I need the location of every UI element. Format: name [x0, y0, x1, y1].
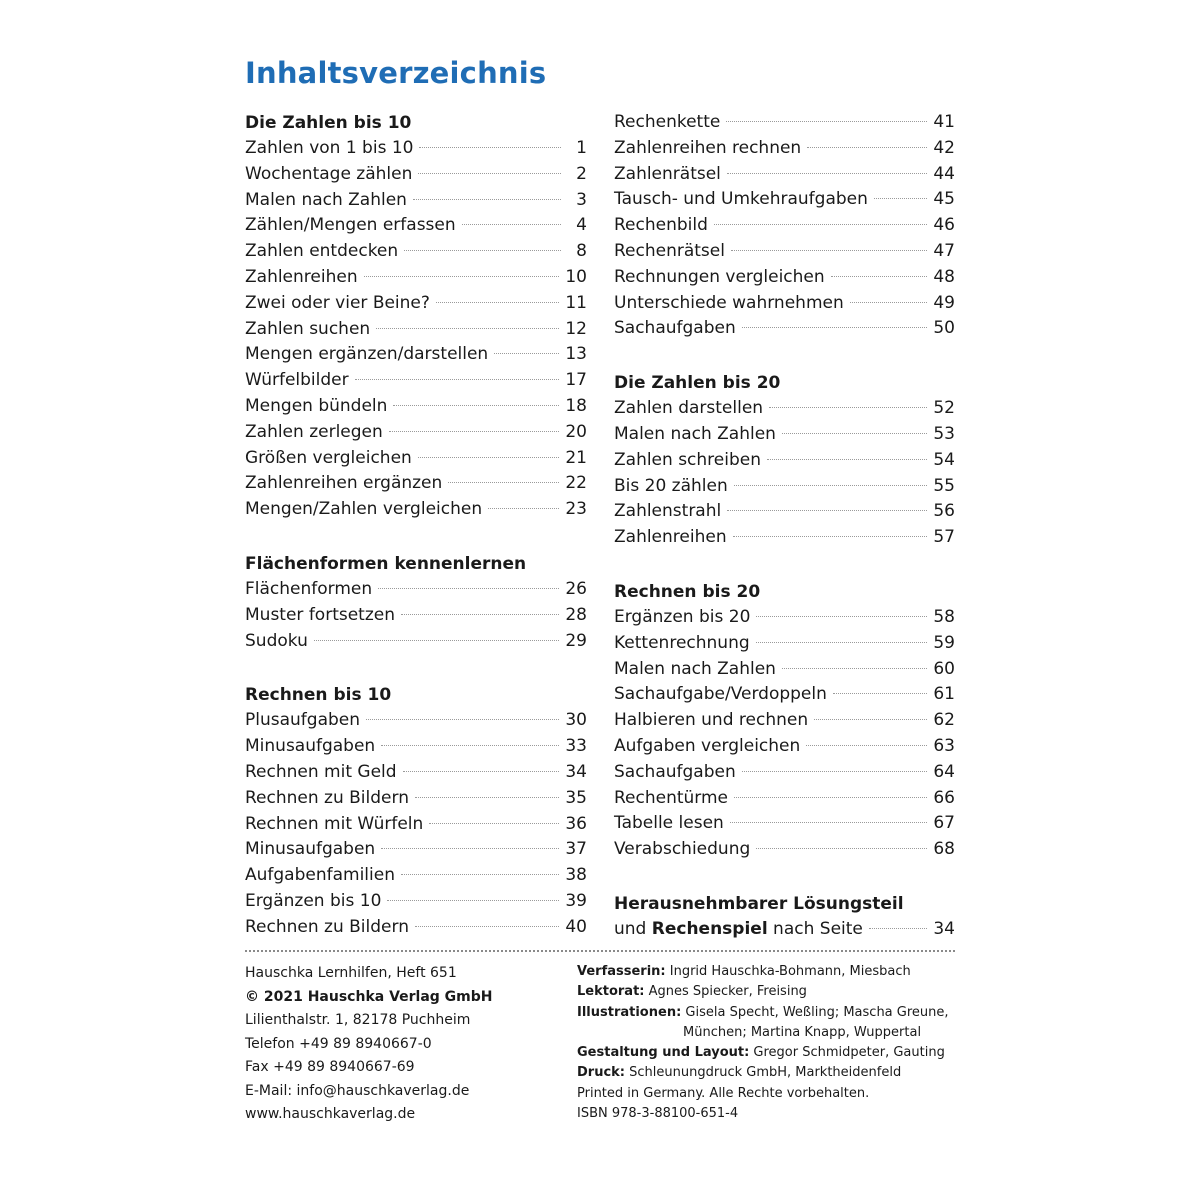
toc-entry: [245, 812, 587, 838]
toc-entry: [245, 708, 587, 734]
credit-line: [577, 1023, 957, 1043]
entry-title: Minusaufgaben: [245, 839, 376, 860]
entry-title: Rechnen mit Würfeln: [245, 813, 424, 834]
dot-leader: [734, 797, 927, 798]
toc-section: [245, 551, 587, 654]
page-number: 60: [933, 658, 955, 679]
toc-entry: [245, 629, 587, 655]
credit-line: [577, 1043, 957, 1063]
entry-title: Malen nach Zahlen: [614, 658, 776, 679]
toc-section: [245, 110, 587, 523]
dot-leader: [314, 640, 560, 641]
entry-title: Halbieren und rechnen: [614, 710, 809, 731]
credit-value: Printed in Germany. Alle Rechte vorbehalten.: [577, 1085, 870, 1101]
page-number: 62: [933, 710, 955, 731]
toc-entry: [245, 136, 587, 162]
dot-leader: [393, 405, 559, 406]
dot-leader: [387, 900, 559, 901]
page-number: 13: [565, 344, 587, 365]
entry-title: Mengen bündeln: [245, 395, 388, 416]
entry-title: Sachaufgaben: [614, 761, 736, 782]
dot-leader: [364, 276, 560, 277]
appendix-title: Herausnehmbarer Lösungsteil: [614, 893, 904, 914]
entry-title: Sudoku: [245, 630, 308, 651]
dot-leader: [731, 250, 927, 251]
page-number: 55: [933, 475, 955, 496]
toc-entry: [614, 239, 955, 265]
page-number: 45: [933, 189, 955, 210]
entry-title: Rechnen zu Bildern: [245, 916, 409, 937]
toc-entry: [614, 657, 955, 683]
dot-leader: [418, 173, 561, 174]
dot-leader: [494, 353, 559, 354]
dot-leader: [462, 224, 561, 225]
entry-title: Zahlen schreiben: [614, 449, 761, 470]
page-number: 36: [565, 813, 587, 834]
appendix-section: [614, 891, 955, 943]
dot-leader: [756, 642, 928, 643]
entry-title: Malen nach Zahlen: [245, 189, 407, 210]
dot-leader: [419, 147, 561, 148]
page-number: 68: [933, 839, 955, 860]
page-number: 10: [565, 266, 587, 287]
page-number: 40: [565, 916, 587, 937]
toc-entry: [245, 213, 587, 239]
toc-entry: [245, 265, 587, 291]
toc-entry: [614, 316, 955, 342]
credit-value: Ingrid Hauschka-Bohmann, Miesbach: [665, 964, 911, 979]
dot-leader: [850, 302, 928, 303]
page-number: 26: [565, 578, 587, 599]
toc-entry: [245, 162, 587, 188]
page-number: 34: [565, 761, 587, 782]
page-number: 54: [933, 449, 955, 470]
toc-entry: [614, 136, 955, 162]
dot-leader: [488, 508, 559, 509]
toc-entry: [245, 497, 587, 523]
toc-entry: [245, 188, 587, 214]
section-title: Rechnen bis 10: [245, 685, 392, 706]
dot-leader: [403, 771, 560, 772]
page-number: 63: [933, 735, 955, 756]
dot-leader: [756, 848, 927, 849]
page-number: 21: [565, 447, 587, 468]
entry-title: Größen vergleichen: [245, 447, 412, 468]
toc-entry: [614, 499, 955, 525]
entry-title: Sachaufgaben: [614, 318, 736, 339]
toc-column-right: [614, 110, 955, 971]
toc-entry: [614, 187, 955, 213]
dot-leader: [869, 928, 927, 929]
dot-leader: [429, 823, 559, 824]
credit-line: [577, 982, 957, 1002]
entry-title: Verabschiedung: [614, 839, 751, 860]
toc-entry: [245, 291, 587, 317]
toc-entry: [245, 734, 587, 760]
credit-label: Druck:: [577, 1065, 626, 1081]
page-number: 22: [565, 473, 587, 494]
entry-title: Tabelle lesen: [614, 813, 724, 834]
appendix-entry: [614, 917, 955, 943]
publisher-line: © 2021 Hauschka Verlag GmbH: [245, 988, 493, 1005]
entry-title: Rechenbild: [614, 215, 708, 236]
page-number: 4: [576, 215, 587, 236]
dot-leader: [401, 614, 559, 615]
page-number: 8: [576, 241, 587, 262]
entry-title: Minusaufgaben: [245, 736, 376, 757]
credit-label: Illustrationen:: [577, 1004, 682, 1020]
page-number: 64: [933, 761, 955, 782]
toc-entry: [614, 213, 955, 239]
entry-title: Zahlenrätsel: [614, 163, 721, 184]
toc-entry: [614, 265, 955, 291]
toc-entry: [614, 162, 955, 188]
page-number: 28: [565, 604, 587, 625]
entry-title: Aufgaben vergleichen: [614, 735, 801, 756]
page-number: 35: [565, 787, 587, 808]
credit-line: [577, 1084, 957, 1104]
entry-title: Rechenkette: [614, 112, 721, 132]
toc-section: [614, 110, 955, 342]
credit-value: ISBN 978-3-88100-651-4: [577, 1106, 739, 1122]
footer-divider: [245, 950, 955, 952]
toc-entry: [614, 708, 955, 734]
page-number: 11: [565, 292, 587, 313]
page-number: 47: [933, 240, 955, 261]
page-number: 66: [933, 787, 955, 808]
credit-label: Lektorat:: [577, 984, 645, 1000]
toc-entry: [614, 682, 955, 708]
toc-entry: [245, 342, 587, 368]
entry-title: Mengen ergänzen/darstellen: [245, 344, 489, 365]
toc-entry: [245, 420, 587, 446]
entry-title: Ergänzen bis 20: [614, 606, 751, 627]
entry-title: Rechnungen vergleichen: [614, 266, 825, 287]
publisher-line: Telefon +49 89 8940667-0: [245, 1035, 432, 1052]
entry-title: Ergänzen bis 10: [245, 890, 382, 911]
entry-title: Kettenrechnung: [614, 632, 750, 653]
dot-leader: [727, 173, 927, 174]
dot-leader: [418, 457, 560, 458]
dot-leader: [814, 719, 927, 720]
credits-info: [577, 962, 957, 1124]
dot-leader: [742, 771, 928, 772]
page-number: 17: [565, 370, 587, 391]
entry-title: Aufgabenfamilien: [245, 865, 395, 886]
dot-leader: [378, 588, 559, 589]
credit-value: Agnes Spiecker, Freising: [644, 984, 807, 1000]
entry-title: Zwei oder vier Beine?: [245, 292, 430, 313]
entry-title: Wochentage zählen: [245, 163, 413, 184]
dot-leader: [389, 431, 560, 432]
page-number: 59: [933, 632, 955, 653]
page-number: 2: [576, 163, 587, 184]
toc-entry: [245, 446, 587, 472]
toc-entry: [245, 837, 587, 863]
page-title: Inhaltsverzeichnis: [245, 56, 547, 90]
publisher-line: Lilienthalstr. 1, 82178 Puchheim: [245, 1012, 471, 1028]
entry-title: Flächenformen: [245, 578, 373, 599]
dot-leader: [413, 199, 561, 200]
dot-leader: [742, 327, 928, 328]
section-title: Flächenformen kennenlernen: [245, 553, 527, 574]
page-number: 39: [565, 890, 587, 911]
section-title: Die Zahlen bis 20: [614, 373, 781, 394]
toc-entry: [245, 786, 587, 812]
dot-leader: [366, 719, 559, 720]
page-number: 41: [933, 112, 955, 132]
page-number: 12: [565, 318, 587, 339]
toc-column-left: [245, 110, 587, 969]
page-number: 67: [933, 813, 955, 834]
entry-title: Plusaufgaben: [245, 710, 361, 731]
dot-leader: [734, 485, 928, 486]
dot-leader: [807, 147, 927, 148]
credit-value: Schleunungdruck GmbH, Marktheidenfeld: [625, 1065, 902, 1081]
credit-value: München; Martina Knapp, Wuppertal: [683, 1024, 922, 1040]
dot-leader: [782, 433, 927, 434]
entry-title: Tausch- und Umkehraufgaben: [614, 189, 868, 210]
entry-title: Rechentürme: [614, 787, 729, 808]
dot-leader: [404, 250, 561, 251]
toc-entry: [614, 422, 955, 448]
dot-leader: [401, 874, 559, 875]
page-number: 49: [933, 292, 955, 313]
entry-title: Malen nach Zahlen: [614, 423, 776, 444]
page-number: 50: [933, 318, 955, 339]
toc-entry: [614, 605, 955, 631]
toc-entry: [245, 889, 587, 915]
credit-value: Gisela Specht, Weßling; Mascha Greune,: [681, 1004, 949, 1020]
page-number: 34: [933, 918, 955, 939]
toc-entry: [614, 811, 955, 837]
page-number: 44: [933, 163, 955, 184]
toc-entry: [614, 786, 955, 812]
dot-leader: [767, 459, 927, 460]
toc-entry: [614, 631, 955, 657]
dot-leader: [874, 198, 927, 199]
publisher-line: Hauschka Lernhilfen, Heft 651: [245, 965, 457, 981]
credit-value: Gregor Schmidpeter, Gauting: [749, 1045, 945, 1061]
toc-entry: [245, 915, 587, 941]
toc-entry: [614, 734, 955, 760]
credit-label: Gestaltung und Layout:: [577, 1045, 750, 1061]
section-title: Rechnen bis 20: [614, 581, 761, 602]
page-number: 53: [933, 423, 955, 444]
toc-entry: [245, 863, 587, 889]
entry-title: Rechnen zu Bildern: [245, 787, 409, 808]
toc-entry: [245, 471, 587, 497]
page-number: 3: [576, 189, 587, 210]
credit-line: [577, 1063, 957, 1083]
entry-title: Zahlen zerlegen: [245, 421, 383, 442]
credit-line: [577, 1003, 957, 1023]
page-number: 20: [565, 421, 587, 442]
dot-leader: [806, 745, 927, 746]
entry-title: Mengen/Zahlen vergleichen: [245, 499, 483, 520]
toc-entry: [614, 291, 955, 317]
toc-entry: [614, 110, 955, 136]
publisher-line: E-Mail: info@hauschkaverlag.de: [245, 1082, 470, 1099]
dot-leader: [415, 926, 559, 927]
entry-title: Zahlenreihen ergänzen: [245, 473, 443, 494]
entry-title: Zahlen darstellen: [614, 398, 764, 419]
page-number: 56: [933, 501, 955, 522]
entry-title: Zählen/Mengen erfassen: [245, 215, 456, 236]
entry-title: Zahlen von 1 bis 10: [245, 138, 414, 158]
page-number: 61: [933, 684, 955, 705]
credit-label: Verfasserin:: [577, 964, 666, 979]
credit-line: [577, 1104, 957, 1124]
toc-entry: [614, 396, 955, 422]
dot-leader: [782, 668, 927, 669]
appendix-text: [614, 917, 869, 943]
dot-leader: [381, 745, 559, 746]
dot-leader: [831, 276, 928, 277]
entry-title: Zahlenreihen: [614, 527, 727, 548]
page-number: 48: [933, 266, 955, 287]
dot-leader: [726, 121, 927, 122]
entry-title: Würfelbilder: [245, 370, 349, 391]
page-number: 37: [565, 839, 587, 860]
page-number: 52: [933, 398, 955, 419]
toc-entry: [614, 448, 955, 474]
entry-title: Zahlenreihen rechnen: [614, 137, 802, 158]
credit-line: [577, 962, 957, 982]
entry-title: Zahlenstrahl: [614, 501, 722, 522]
page-number: 23: [565, 499, 587, 520]
toc-entry: [245, 603, 587, 629]
dot-leader: [727, 510, 927, 511]
dot-leader: [448, 482, 559, 483]
entry-title: Sachaufgabe/Verdoppeln: [614, 684, 827, 705]
dot-leader: [733, 536, 928, 537]
page-number: 33: [565, 736, 587, 757]
page-number: 29: [565, 630, 587, 651]
entry-title: Muster fortsetzen: [245, 604, 395, 625]
toc-entry: [614, 837, 955, 863]
appendix-text-bold: Rechenspiel: [651, 918, 768, 939]
page-number: 18: [565, 395, 587, 416]
publisher-line: www.hauschkaverlag.de: [245, 1106, 416, 1122]
dot-leader: [381, 848, 559, 849]
page-number: 57: [933, 527, 955, 548]
page-number: 38: [565, 865, 587, 886]
entry-title: Zahlen entdecken: [245, 241, 399, 262]
toc-entry: [614, 474, 955, 500]
appendix-text-part: und: [614, 918, 652, 939]
toc-entry: [245, 239, 587, 265]
entry-title: Zahlen suchen: [245, 318, 371, 339]
dot-leader: [769, 407, 927, 408]
dot-leader: [756, 616, 927, 617]
entry-title: Bis 20 zählen: [614, 475, 728, 496]
entry-title: Unterschiede wahrnehmen: [614, 292, 844, 313]
toc-entry: [245, 394, 587, 420]
publisher-line: Fax +49 89 8940667-69: [245, 1059, 415, 1075]
dot-leader: [730, 822, 928, 823]
dot-leader: [833, 693, 927, 694]
page-number: 58: [933, 606, 955, 627]
toc-entry: [245, 760, 587, 786]
toc-section: [614, 370, 955, 551]
entry-title: Zahlenreihen: [245, 266, 358, 287]
toc-section: [245, 682, 587, 940]
page-number: 30: [565, 710, 587, 731]
toc-entry: [614, 760, 955, 786]
entry-title: Rechenrätsel: [614, 240, 725, 261]
publisher-info: [245, 962, 565, 1127]
toc-entry: [245, 317, 587, 343]
dot-leader: [415, 797, 559, 798]
toc-entry: [614, 525, 955, 551]
page-number: 1: [576, 138, 587, 158]
toc-section: [614, 579, 955, 863]
entry-title: Rechnen mit Geld: [245, 761, 397, 782]
section-title: Die Zahlen bis 10: [245, 113, 412, 133]
dot-leader: [436, 302, 559, 303]
page-number: 46: [933, 215, 955, 236]
page-number: 42: [933, 137, 955, 158]
toc-entry: [245, 577, 587, 603]
dot-leader: [376, 328, 559, 329]
toc-entry: [245, 368, 587, 394]
dot-leader: [355, 379, 560, 380]
dot-leader: [714, 224, 927, 225]
appendix-text-part: nach Seite: [767, 918, 863, 939]
